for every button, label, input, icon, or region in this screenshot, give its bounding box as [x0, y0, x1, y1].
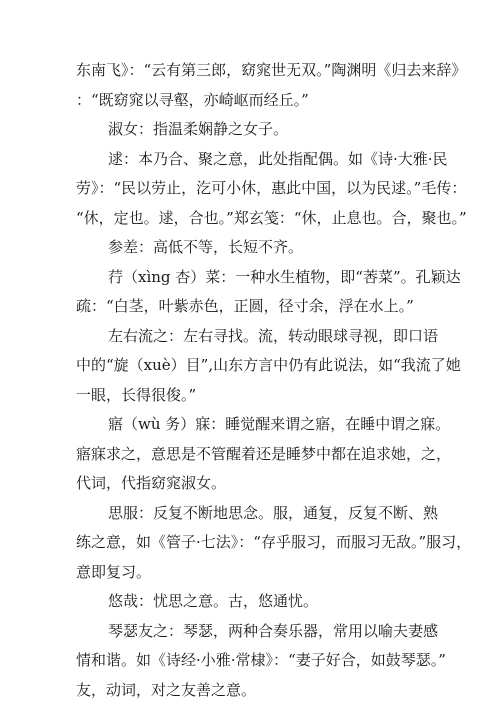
text-line: 淑女：指温柔娴静之女子。 [108, 120, 289, 138]
text-line: 练之意，如《管子·七法》：“存乎服习，而服习无敌。”服习， [76, 533, 472, 551]
text-line: ：“既窈窕以寻壑，亦崎岖而经丘。” [76, 91, 309, 109]
text-line: 参差：高低不等，长短不齐。 [108, 238, 304, 256]
text-line: 寤寐求之，意思是不管醒着还是睡梦中都在追求她，之， [76, 445, 452, 463]
text-line: 友，动词，对之友善之意。 [76, 681, 257, 699]
text-line: 东南飞》：“云有第三郎，窈窕世无双。”陶渊明《归去来辞》 [76, 61, 467, 79]
text-line: 悠哉：忧思之意。古，悠通忧。 [108, 592, 319, 610]
text-line: 逑：本乃合、聚之意，此处指配偶。如《诗·大雅·民 [108, 150, 448, 168]
text-line: 思服：反复不断地思念。服，通复，反复不断、熟 [108, 504, 439, 522]
text-line: 琴瑟友之：琴瑟，两种合奏乐器，常用以喻夫妻感 [108, 622, 439, 640]
text-line: 中的“旋（xuè）目”,山东方言中仍有此说法，如“我流了她 [76, 356, 461, 374]
text-line: 代词，代指窈窕淑女。 [76, 474, 227, 492]
text-line: 寤（wù 务）寐：睡觉醒来谓之寤，在睡中谓之寐。 [108, 415, 451, 433]
text-line: 劳》：“民以劳止，汔可小休，惠此中国，以为民逑。”毛传： [76, 179, 467, 197]
text-line: 一眼，长得很俊。” [76, 386, 197, 404]
text-line: 左右流之：左右寻找。流，转动眼球寻视，即口语 [108, 327, 439, 345]
text-line: “休，定也。逑，合也。”郑玄笺：“休，止息也。合，聚也。” [76, 209, 467, 227]
text-line: 荇（xìng 杏）菜：一种水生植物，即“莕菜”。孔颖达 [108, 268, 461, 286]
text-line: 意即复习。 [76, 563, 152, 581]
text-line: 情和谐。如《诗经·小雅·常棣》：“妻子好合，如鼓琴瑟。” [76, 651, 446, 669]
text-line: 疏：“白茎，叶紫赤色，正圆，径寸余，浮在水上。” [76, 297, 414, 315]
